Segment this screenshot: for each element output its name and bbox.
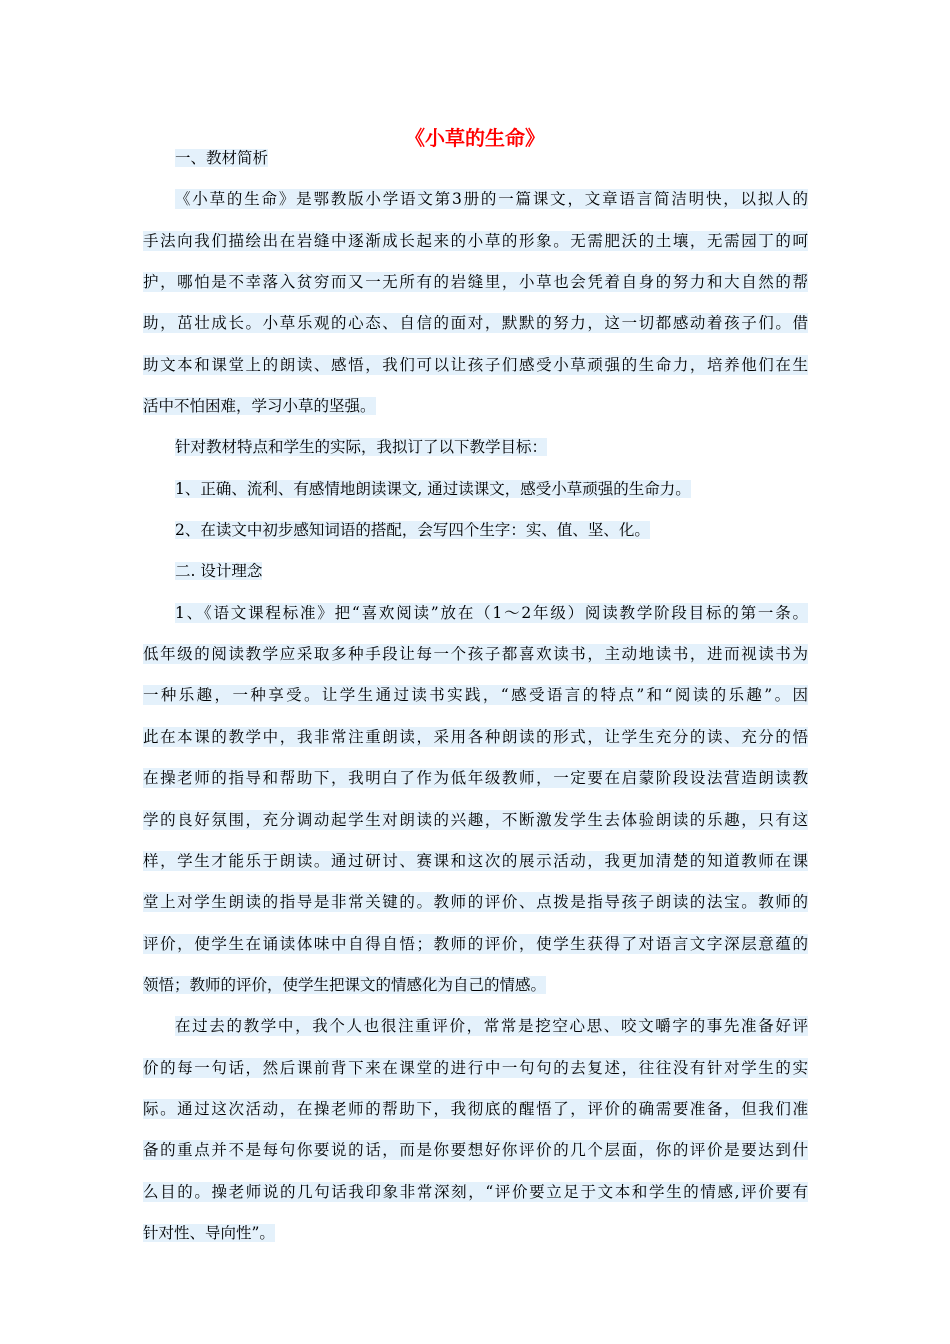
text-line (143, 768, 808, 788)
text-line-content: 二. 设计理念 (175, 562, 263, 581)
text-line (143, 1099, 808, 1119)
text-line-content: 此在本课的教学中，我非常注重朗读，采用各种朗读的形式，让学生充分的读、充分的悟 (143, 727, 808, 746)
text-line (143, 1016, 808, 1036)
text-line (143, 355, 808, 375)
text-line-content: 一种乐趣，一种享受。让学生通过读书实践，“感受语言的特点”和“阅读的乐趣”。因 (143, 686, 808, 705)
text-line-content: 在过去的教学中，我个人也很注重评价，常常是挖空心思、咬文嚼字的事先准备好评 (175, 1017, 808, 1036)
text-line-content: 么目的。操老师说的几句话我印象非常深刻，“评价要立足于文本和学生的情感,评价要有 (143, 1182, 808, 1201)
text-line-content: 堂上对学生朗读的指导是非常关键的。教师的评价、点拨是指导孩子朗读的法宝。教师的 (143, 893, 808, 912)
text-line-content: 2、在读文中初步感知词语的搭配，会写四个生字：实、值、坚、化。 (175, 521, 650, 540)
text-line-content: 1、《语文课程标准》把“喜欢阅读”放在（1～2年级）阅读教学阶段目标的第一条。 (175, 603, 808, 622)
text-line (143, 892, 808, 912)
text-line-content: 际。通过这次活动，在操老师的帮助下，我彻底的醒悟了，评价的确需要准备，但我们准 (143, 1099, 808, 1118)
text-line (143, 313, 808, 333)
text-line-content: 活中不怕困难，学习小草的坚强。 (143, 397, 376, 416)
text-line-content: 助文本和课堂上的朗读、感悟，我们可以让孩子们感受小草顽强的生命力，培养他们在生 (143, 355, 808, 374)
text-line (143, 231, 808, 251)
text-line (143, 934, 808, 954)
text-line-content: 在操老师的指导和帮助下，我明白了作为低年级教师，一定要在启蒙阶段设法营造朗读教 (143, 769, 808, 788)
text-line-content: 手法向我们描绘出在岩缝中逐渐成长起来的小草的形象。无需肥沃的土壤，无需园丁的呵 (143, 231, 808, 250)
text-line-content: 一、教材简析 (175, 149, 269, 167)
text-line-content: 针对教材特点和学生的实际，我拟订了以下教学目标： (175, 438, 548, 457)
text-line-content: 评价，使学生在诵读体味中自得自悟；教师的评价，使学生获得了对语言文字深层意蕴的 (143, 934, 808, 953)
document-title: 《小草的生命》 (405, 126, 545, 150)
text-line (143, 437, 808, 457)
text-line (143, 851, 808, 871)
text-line (143, 396, 808, 416)
text-line (143, 148, 808, 168)
text-line (143, 561, 808, 581)
text-line (143, 685, 808, 705)
text-line (143, 189, 808, 209)
text-line-content: 价的每一句话，然后课前背下来在课堂的进行中一句句的去复述，往往没有针对学生的实 (143, 1058, 808, 1077)
text-line (143, 1223, 808, 1243)
text-line-content: 领悟；教师的评价，使学生把课文的情感化为自己的情感。 (143, 975, 547, 994)
text-line (143, 727, 808, 747)
text-line-content: 1、正确、流利、有感情地朗读课文, 通过读课文，感受小草顽强的生命力。 (175, 479, 691, 498)
text-line-content: 样，学生才能乐于朗读。通过研讨、赛课和这次的展示活动，我更加清楚的知道教师在课 (143, 851, 808, 870)
text-line-content: 学的良好氛围，充分调动起学生对朗读的兴趣，不断激发学生去体验朗读的乐趣，只有这 (143, 810, 808, 829)
text-line-content: 护，哪怕是不幸落入贫穷而又一无所有的岩缝里，小草也会凭着自身的努力和大自然的帮 (143, 273, 808, 292)
text-line (143, 1140, 808, 1160)
text-line (143, 479, 808, 499)
text-line-content: 低年级的阅读教学应采取多种手段让每一个孩子都喜欢读书，主动地读书，进而视读书为 (143, 645, 808, 664)
text-line (143, 272, 808, 292)
text-line-content: 针对性、导向性”。 (143, 1223, 275, 1242)
text-line (143, 1182, 808, 1202)
text-line-content: 助，茁壮成长。小草乐观的心态、自信的面对，默默的努力，这一切都感动着孩子们。借 (143, 314, 808, 333)
text-line (143, 975, 808, 995)
text-line (143, 810, 808, 830)
text-line-content: 备的重点并不是每句你要说的话，而是你要想好你评价的几个层面，你的评价是要达到什 (143, 1141, 808, 1160)
text-line (143, 644, 808, 664)
document-body (143, 148, 808, 1243)
text-line (143, 1058, 808, 1078)
text-line (143, 520, 808, 540)
text-line-content: 《小草的生命》是鄂教版小学语文第3册的一篇课文，文章语言简洁明快，以拟人的 (175, 190, 808, 209)
text-line (143, 603, 808, 623)
